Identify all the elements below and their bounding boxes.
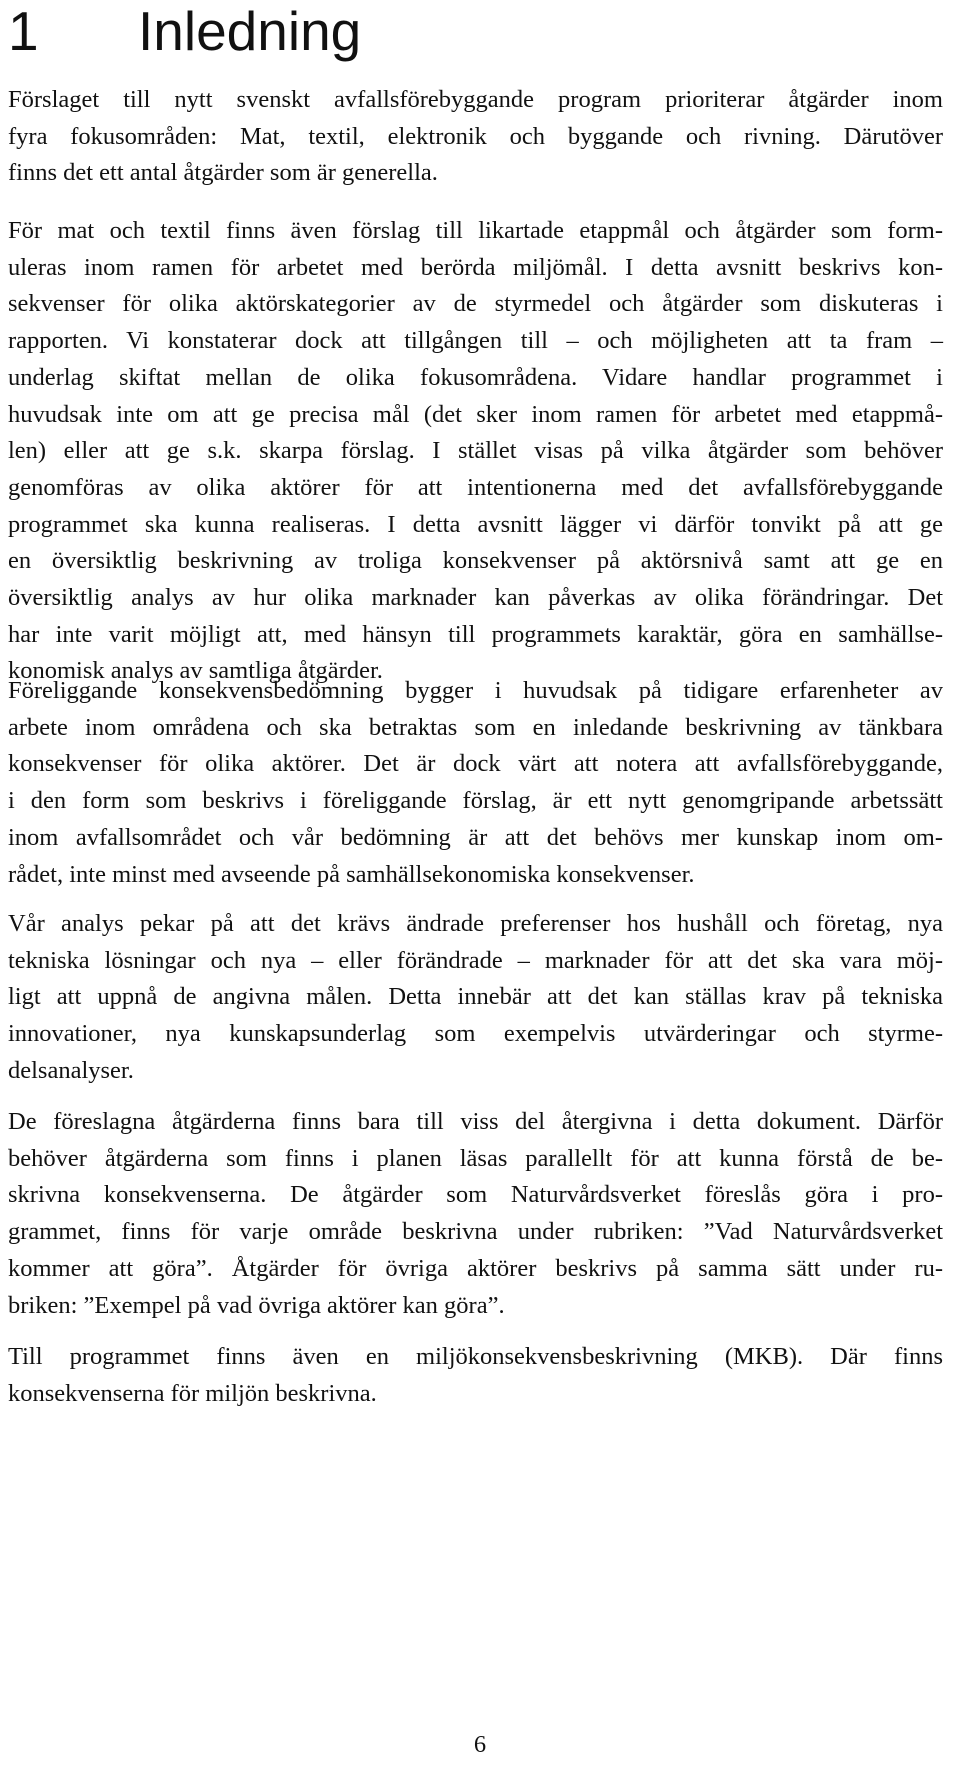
text-line: konsekvenserna för miljön beskrivna. <box>8 1379 377 1407</box>
text-line: len) eller att ge s.k. skarpa förslag. I stället visas på vilka åtgärder som behöver <box>8 437 943 465</box>
text-line: briken: ”Exempel på vad övriga aktörer kan göra”. <box>8 1291 505 1319</box>
text-line: arbete inom områdena och ska betraktas som en inledande beskrivning av tänkbara <box>8 713 943 741</box>
text-line: behöver åtgärderna som finns i planen läsas parallellt för att kunna förstå de be- <box>8 1144 943 1172</box>
paragraph-measures <box>8 1104 943 1324</box>
text-line: konomisk analys av samtliga åtgärder. <box>8 657 383 685</box>
text-line: grammet, finns för varje område beskrivna under rubriken: ”Vad Naturvårdsverket <box>8 1218 943 1246</box>
text-line: huvudsak inte om att ge precisa mål (det sker inom ramen för arbetet med etappmå- <box>8 400 943 428</box>
text-line: rapporten. Vi konstaterar dock att tillgången till – och möjligheten att ta fram – <box>8 327 943 355</box>
text-line: genomföras av olika aktörer för att intentionerna med det avfallsförebyggande <box>8 473 943 501</box>
text-line: skrivna konsekvenserna. De åtgärder som Naturvårdsverket föreslås göra i pro- <box>8 1181 943 1209</box>
text-line: i den form som beskrivs i föreliggande förslag, är ett nytt genomgripande arbetssätt <box>8 787 943 815</box>
text-line: Föreliggande konsekvensbedömning bygger i huvudsak på tidigare erfarenheter av <box>8 677 943 704</box>
text-line: konsekvenser för olika aktörer. Det är dock värt att notera att avfallsförebyggande, <box>8 750 943 778</box>
paragraph-mkb <box>8 1339 943 1412</box>
text-line: innovationer, nya kunskapsunderlag som exempelvis utvärderingar och styrme- <box>8 1020 943 1048</box>
paragraph-intro <box>8 82 943 192</box>
text-line: underlag skiftat mellan de olika fokusområdena. Vidare handlar programmet i <box>8 363 943 391</box>
text-line: inom avfallsområdet och vår bedömning är att det behövs mer kunskap inom om- <box>8 823 943 851</box>
text-line: delsanalyser. <box>8 1056 134 1084</box>
text-line: uleras inom ramen för arbetet med berörda miljömål. I detta avsnitt beskrivs kon- <box>8 253 943 281</box>
paragraph-consequences <box>8 213 943 690</box>
text-line: tekniska lösningar och nya – eller förändrade – marknader för att det ska vara möj- <box>8 946 943 974</box>
text-line: fyra fokusområden: Mat, textil, elektronik och byggande och rivning. Därutöver <box>8 122 943 150</box>
text-line: ligt att uppnå de angivna målen. Detta innebär att det kan ställas krav på tekniska <box>8 983 943 1011</box>
text-line: översiktlig analys av hur olika marknader kan påverkas av olika förändringar. Det <box>8 584 943 612</box>
text-line: sekvenser för olika aktörskategorier av de styrmedel och åtgärder som diskuteras i <box>8 290 943 318</box>
text-line: programmet ska kunna realiseras. I detta avsnitt lägger vi därför tonvikt på att ge <box>8 510 943 538</box>
text-line: finns det ett antal åtgärder som är generella. <box>8 159 438 187</box>
text-line: rådet, inte minst med avseende på samhällsekonomiska konsekvenser. <box>8 860 695 888</box>
chapter-number: 1 <box>8 0 39 62</box>
text-line: Till programmet finns även en miljökonsekvensbeskrivning (MKB). Där finns <box>8 1343 943 1370</box>
text-line: Vår analys pekar på att det krävs ändrade preferenser hos hushåll och företag, nya <box>8 910 943 937</box>
text-line: Förslaget till nytt svenskt avfallsförebyggande program prioriterar åtgärder inom <box>8 86 943 113</box>
text-line: För mat och textil finns även förslag till likartade etappmål och åtgärder som form- <box>8 217 943 244</box>
text-line: De föreslagna åtgärderna finns bara till viss del återgivna i detta dokument. Därför <box>8 1108 943 1135</box>
paragraph-assessment <box>8 673 943 893</box>
chapter-title: Inledning <box>138 0 362 62</box>
page-number: 6 <box>473 1731 487 1758</box>
chapter-heading <box>8 0 361 62</box>
text-line: har inte varit möjligt att, med hänsyn till programmets karaktär, göra en samhällse- <box>8 620 943 648</box>
text-line: en översiktlig beskrivning av troliga konsekvenser på aktörsnivå samt att ge en <box>8 547 943 575</box>
text-line: kommer att göra”. Åtgärder för övriga aktörer beskrivs på samma sätt under ru- <box>8 1254 943 1282</box>
paragraph-analysis <box>8 906 943 1090</box>
